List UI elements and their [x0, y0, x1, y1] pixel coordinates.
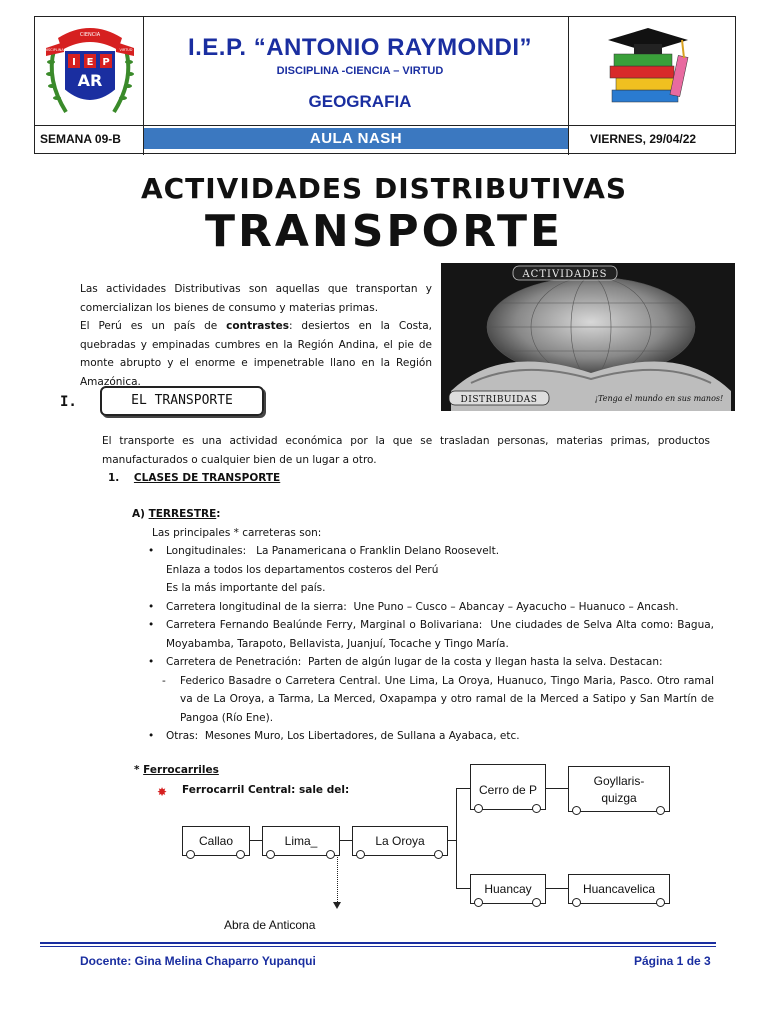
- hands-globe-image: [441, 263, 735, 411]
- subject-title: GEOGRAFIA: [308, 92, 412, 111]
- photo-slogan: ¡Tenga el mundo en sus manos!: [594, 394, 724, 403]
- logo-letter-e: E: [86, 57, 94, 68]
- books-graduation-cap-icon: [598, 26, 698, 108]
- teacher-name: Docente: Gina Melina Chaparro Yupanqui: [80, 954, 316, 968]
- list-item: • Carretera Fernando Bealúnde Ferry, Marginal o Bolivariana: Une ciudades de Selva Alta como: Bagua, Moyabamba, Tarapoto, Bellavista, Juanjuí, Tocache y Tingo María.: [148, 619, 715, 650]
- arrow-down-icon: [333, 902, 341, 909]
- list-item: • Carretera de Penetración: Parten de algún lugar de la costa y llegan hasta la selva. Destacan:: [148, 656, 663, 668]
- section-title-box: [100, 386, 264, 416]
- school-motto: DISCIPLINA -CIENCIA – VIRTUD: [276, 65, 444, 77]
- railways-heading: * Ferrocarriles: [134, 764, 219, 776]
- classroom-label: AULA NASH: [144, 128, 568, 149]
- photo-bottom-label: DISTRIBUIDAS: [460, 395, 538, 405]
- section-title: EL TRANSPORTE: [131, 393, 233, 408]
- footer-divider: [40, 942, 716, 944]
- central-railway-label: Ferrocarril Central: sale del:: [182, 784, 350, 796]
- date-label: VIERNES, 29/04/22: [590, 132, 697, 146]
- list-item: - Federico Basadre o Carretera Central. Une Lima, La Oroya, Huanuco, Tingo Maria, Pasco. Otro ramal va de La Oroya, a Tarma, La Merced, Oxapampa y otro ramal de la Merced a Satipo y San Martín de Pangoa (Río Ene).: [162, 674, 714, 724]
- subsection-a: A) TERRESTRE:: [132, 508, 221, 520]
- logo-left-text: DISCIPLINA: [44, 48, 64, 52]
- school-name: I.E.P. “ANTONIO RAYMONDI”: [187, 34, 533, 61]
- logo-top-text: CIENCIA: [79, 32, 101, 38]
- transport-definition: El transporte es una actividad económica por la que se trasladan personas, materias primas, productos manufacturados o cualquier bien de un lugar a otro.: [102, 435, 710, 466]
- photo-top-label: ACTIVIDADES: [522, 269, 608, 280]
- intro-p1: Las actividades Distributivas son aquellas que transportan y comercializan los bienes de consumo y materias primas.: [80, 283, 432, 314]
- station-lima: Lima_: [262, 826, 340, 856]
- station-la-oroya: La Oroya: [352, 826, 448, 856]
- page-number: Página 1 de 3: [634, 954, 711, 968]
- subsection-1: 1. CLASES DE TRANSPORTE: [108, 472, 281, 484]
- station-huancayo: Huancay: [470, 874, 546, 904]
- station-goyllarisquizga: Goyllaris-quizga: [568, 766, 670, 812]
- star-bullet-icon: ✸: [157, 785, 168, 799]
- main-subtitle: TRANSPORTE: [204, 206, 564, 257]
- main-title: ACTIVIDADES DISTRIBUTIVAS: [140, 172, 628, 205]
- logo-letter-p: P: [102, 57, 110, 68]
- intro-paragraph: [80, 280, 432, 391]
- station-callao: Callao: [182, 826, 250, 856]
- road-list: [148, 542, 714, 746]
- logo-letter-i: I: [72, 57, 76, 68]
- dotted-arrow: [337, 850, 338, 906]
- roads-intro: Las principales * carreteras son:: [152, 527, 322, 539]
- footer-divider-2: [40, 946, 716, 947]
- logo-ar-text: AR: [77, 71, 103, 90]
- logo-right-text: VIRTUD: [119, 48, 133, 52]
- station-cerro-de-pasco: Cerro de P: [470, 764, 546, 810]
- section-number: I.: [60, 394, 77, 410]
- abra-label: Abra de Anticona: [224, 918, 316, 932]
- station-huancavelica: Huancavelica: [568, 874, 670, 904]
- intro-p2: El Perú es un país de contrastes: desiertos en la Costa, quebradas y empinadas cumbres en la Región Andina, el pie de monte abrupto y el enorme e impenetrable llano en la Región Amazónica.: [80, 320, 432, 388]
- list-item: • Otras: Mesones Muro, Los Libertadores, de Sullana a Ayabaca, etc.: [148, 730, 520, 742]
- week-label: SEMANA 09-B: [40, 132, 121, 146]
- list-item: • Longitudinales: La Panamericana o Franklin Delano Roosevelt. Enlaza a todos los departamentos costeros del Perú Es la más importante del país.: [148, 545, 500, 594]
- list-item: • Carretera longitudinal de la sierra: Une Puno – Cusco – Abancay – Ayacucho – Huanuco – Ancash.: [148, 600, 679, 613]
